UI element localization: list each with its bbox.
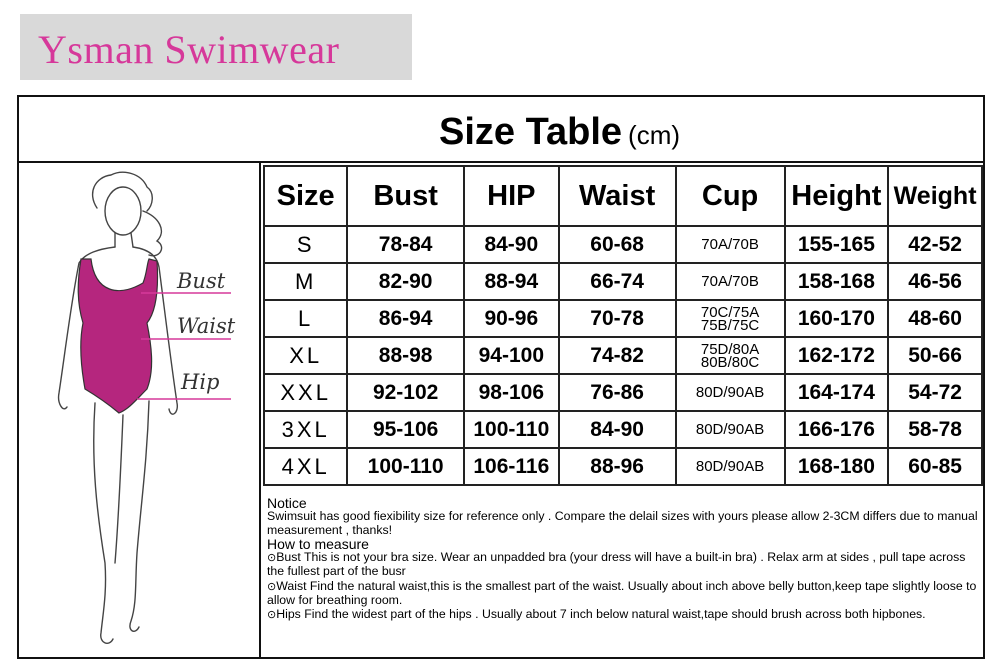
measure-bust-text: Bust This is not your bra size. Wear an unpadded bra (your dress will have a built-in bra) . Relax arm at sides , pull tape across the fullest part of the busr [267, 550, 966, 579]
table-row [264, 411, 982, 448]
height-cell: 164-174 [785, 374, 889, 411]
column-header-size: Size [264, 166, 347, 226]
hip-cell: 84-90 [464, 226, 559, 263]
weight-cell: 48-60 [888, 300, 982, 337]
inner-leg [115, 415, 123, 563]
page-title: Size Table [439, 111, 623, 153]
cup-cell: 80D/90AB [676, 374, 785, 411]
bust-cell: 100-110 [347, 448, 464, 485]
waist-label: Waist [177, 314, 236, 338]
swimsuit-shape [78, 259, 157, 413]
cup-cell: 75D/80A 80B/80C [676, 337, 785, 374]
title [439, 111, 680, 154]
weight-cell: 54-72 [888, 374, 982, 411]
head-outline [105, 187, 141, 235]
height-cell: 168-180 [785, 448, 889, 485]
size-cell: 3XL [264, 411, 347, 448]
column-header-waist: Waist [559, 166, 676, 226]
size-cell: M [264, 263, 347, 300]
title-bar [19, 97, 983, 163]
height-cell: 155-165 [785, 226, 889, 263]
body-figure-illustration [19, 163, 259, 657]
table-row [264, 300, 982, 337]
size-cell: L [264, 300, 347, 337]
waist-cell: 74-82 [559, 337, 676, 374]
waist-cell: 76-86 [559, 374, 676, 411]
right-leg [130, 401, 149, 631]
notice-section [267, 497, 979, 624]
table-row [264, 226, 982, 263]
hair-outline [93, 172, 153, 211]
waist-cell: 84-90 [559, 411, 676, 448]
height-cell: 160-170 [785, 300, 889, 337]
figure-area [19, 163, 261, 657]
size-cell: XXL [264, 374, 347, 411]
hip-cell: 88-94 [464, 263, 559, 300]
table-row [264, 448, 982, 485]
column-header-bust: Bust [347, 166, 464, 226]
hip-cell: 106-116 [464, 448, 559, 485]
column-header-cup: Cup [676, 166, 785, 226]
measure-bust-item [267, 551, 979, 579]
cup-cell: 70C/75A 75B/75C [676, 300, 785, 337]
weight-cell: 50-66 [888, 337, 982, 374]
waist-cell: 70-78 [559, 300, 676, 337]
height-cell: 166-176 [785, 411, 889, 448]
how-to-measure-title: How to measure [267, 535, 369, 552]
measure-hips-text: Hips Find the widest part of the hips . Usually about 7 inch below natural waist,tape should brush across both hipbones. [276, 607, 926, 622]
bust-cell: 95-106 [347, 411, 464, 448]
bust-cell: 92-102 [347, 374, 464, 411]
size-table [263, 165, 983, 486]
arrow-bullet-icon: ⊙ [267, 609, 277, 622]
size-chart-frame [17, 95, 985, 659]
arrow-bullet-icon: ⊙ [267, 552, 277, 565]
size-cell: S [264, 226, 347, 263]
cup-cell: 70A/70B [676, 226, 785, 263]
waist-cell: 66-74 [559, 263, 676, 300]
height-cell: 162-172 [785, 337, 889, 374]
size-cell: XL [264, 337, 347, 374]
waist-cell: 60-68 [559, 226, 676, 263]
table-row [264, 374, 982, 411]
measure-waist-item [267, 580, 979, 608]
bust-label: Bust [177, 269, 226, 293]
bust-cell: 88-98 [347, 337, 464, 374]
hip-cell: 94-100 [464, 337, 559, 374]
cup-cell: 80D/90AB [676, 448, 785, 485]
brand-name: Ysman Swimwear [38, 27, 340, 72]
hip-label: Hip [181, 370, 220, 394]
cup-cell: 80D/90AB [676, 411, 785, 448]
hair-curls [143, 211, 162, 256]
weight-cell: 60-85 [888, 448, 982, 485]
table-header-row [264, 166, 982, 226]
bust-cell: 82-90 [347, 263, 464, 300]
measure-waist-text: Waist Find the natural waist,this is the smallest part of the waist. Usually about inch above belly button,keep tape slightly loose to allow for breathing room. [267, 578, 977, 608]
arrow-bullet-icon: ⊙ [267, 580, 277, 593]
hip-cell: 100-110 [464, 411, 559, 448]
column-header-height: Height [785, 166, 889, 226]
column-header-weight: Weight [888, 166, 982, 226]
weight-cell: 46-56 [888, 263, 982, 300]
measure-hips-item [267, 608, 979, 622]
column-header-hip: HIP [464, 166, 559, 226]
notice-title: Notice [267, 495, 307, 511]
hip-cell: 90-96 [464, 300, 559, 337]
cup-cell: 70A/70B [676, 263, 785, 300]
table-row [264, 263, 982, 300]
notice-text: Swimsuit has good fiexibility size for reference only . Compare the delail sizes with yours please allow 2-3CM differs due to manual measurement , thanks! [267, 509, 978, 537]
weight-cell: 58-78 [888, 411, 982, 448]
hip-cell: 98-106 [464, 374, 559, 411]
height-cell: 158-168 [785, 263, 889, 300]
waist-cell: 88-96 [559, 448, 676, 485]
bust-cell: 78-84 [347, 226, 464, 263]
brand-banner [20, 14, 412, 80]
size-cell: 4XL [264, 448, 347, 485]
weight-cell: 42-52 [888, 226, 982, 263]
table-row [264, 337, 982, 374]
left-leg [94, 403, 113, 643]
bust-cell: 86-94 [347, 300, 464, 337]
title-unit: (cm) [628, 120, 681, 150]
